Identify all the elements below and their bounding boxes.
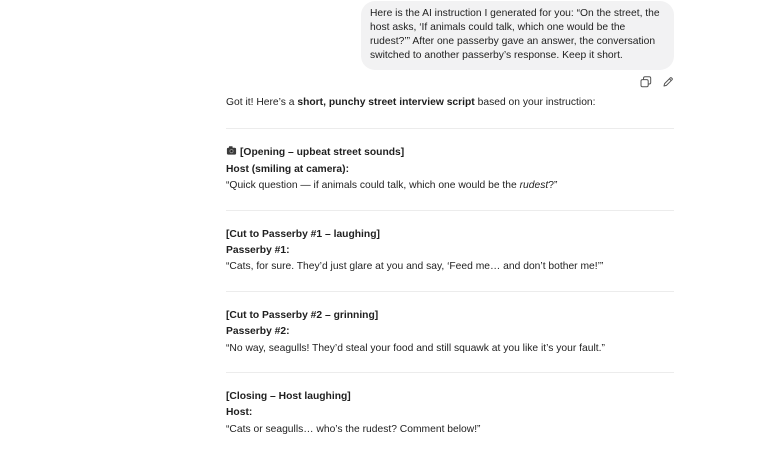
- scene-heading: [Closing – Host laughing]: [226, 391, 351, 403]
- assistant-reply: [226, 95, 674, 438]
- scene-line: [226, 178, 674, 194]
- user-message-text: Here is the AI instruction I generated for you: “On the street, the host asks, ‘If animals could talk, which one would be the rudest?’” After one passerby gave an answer, the conversation switched to another passerby’s response. Keep it short.: [370, 8, 660, 61]
- message-actions: [639, 75, 675, 89]
- divider: [226, 210, 674, 211]
- reply-intro: [226, 95, 674, 111]
- divider: [226, 291, 674, 292]
- line-suffix: ?”: [548, 180, 558, 192]
- scene-heading: [226, 145, 674, 161]
- pencil-icon: [662, 76, 674, 88]
- divider: [226, 372, 674, 373]
- scene-heading: [Cut to Passerby #2 – grinning]: [226, 309, 379, 321]
- intro-suffix: based on your instruction:: [474, 97, 596, 108]
- scene-line: “Cats or seagulls… who’s the rudest? Comment below!”: [226, 423, 481, 435]
- scene-passerby-1: [226, 227, 674, 276]
- line-prefix: “Quick question — if animals could talk, which one would be the: [226, 180, 520, 192]
- copy-icon: [640, 76, 652, 88]
- scene-speaker: Passerby #1:: [226, 245, 290, 257]
- scene-speaker: Passerby #2:: [226, 326, 290, 338]
- camera-emoji-icon: [226, 145, 237, 156]
- user-message-bubble: [361, 1, 674, 70]
- scene-passerby-2: [226, 308, 674, 357]
- copy-button[interactable]: [639, 75, 653, 89]
- scene-opening: [226, 145, 674, 194]
- scene-heading: [Cut to Passerby #1 – laughing]: [226, 228, 380, 240]
- intro-prefix: Got it! Here’s a: [226, 97, 298, 108]
- scene-heading-text: [Opening – upbeat street sounds]: [240, 147, 405, 159]
- edit-button[interactable]: [661, 75, 675, 89]
- scene-closing: [226, 389, 674, 438]
- scene-speaker: Host (smiling at camera):: [226, 163, 350, 175]
- scene-line: “No way, seagulls! They’d steal your food and still squawk at you like it’s your fault.”: [226, 342, 605, 354]
- scene-speaker: Host:: [226, 407, 253, 419]
- intro-bold: short, punchy street interview script: [297, 97, 475, 108]
- scene-line: “Cats, for sure. They’d just glare at you and say, ‘Feed me… and don’t bother me!’”: [226, 261, 604, 273]
- line-italic: rudest: [519, 180, 549, 192]
- divider: [226, 128, 674, 129]
